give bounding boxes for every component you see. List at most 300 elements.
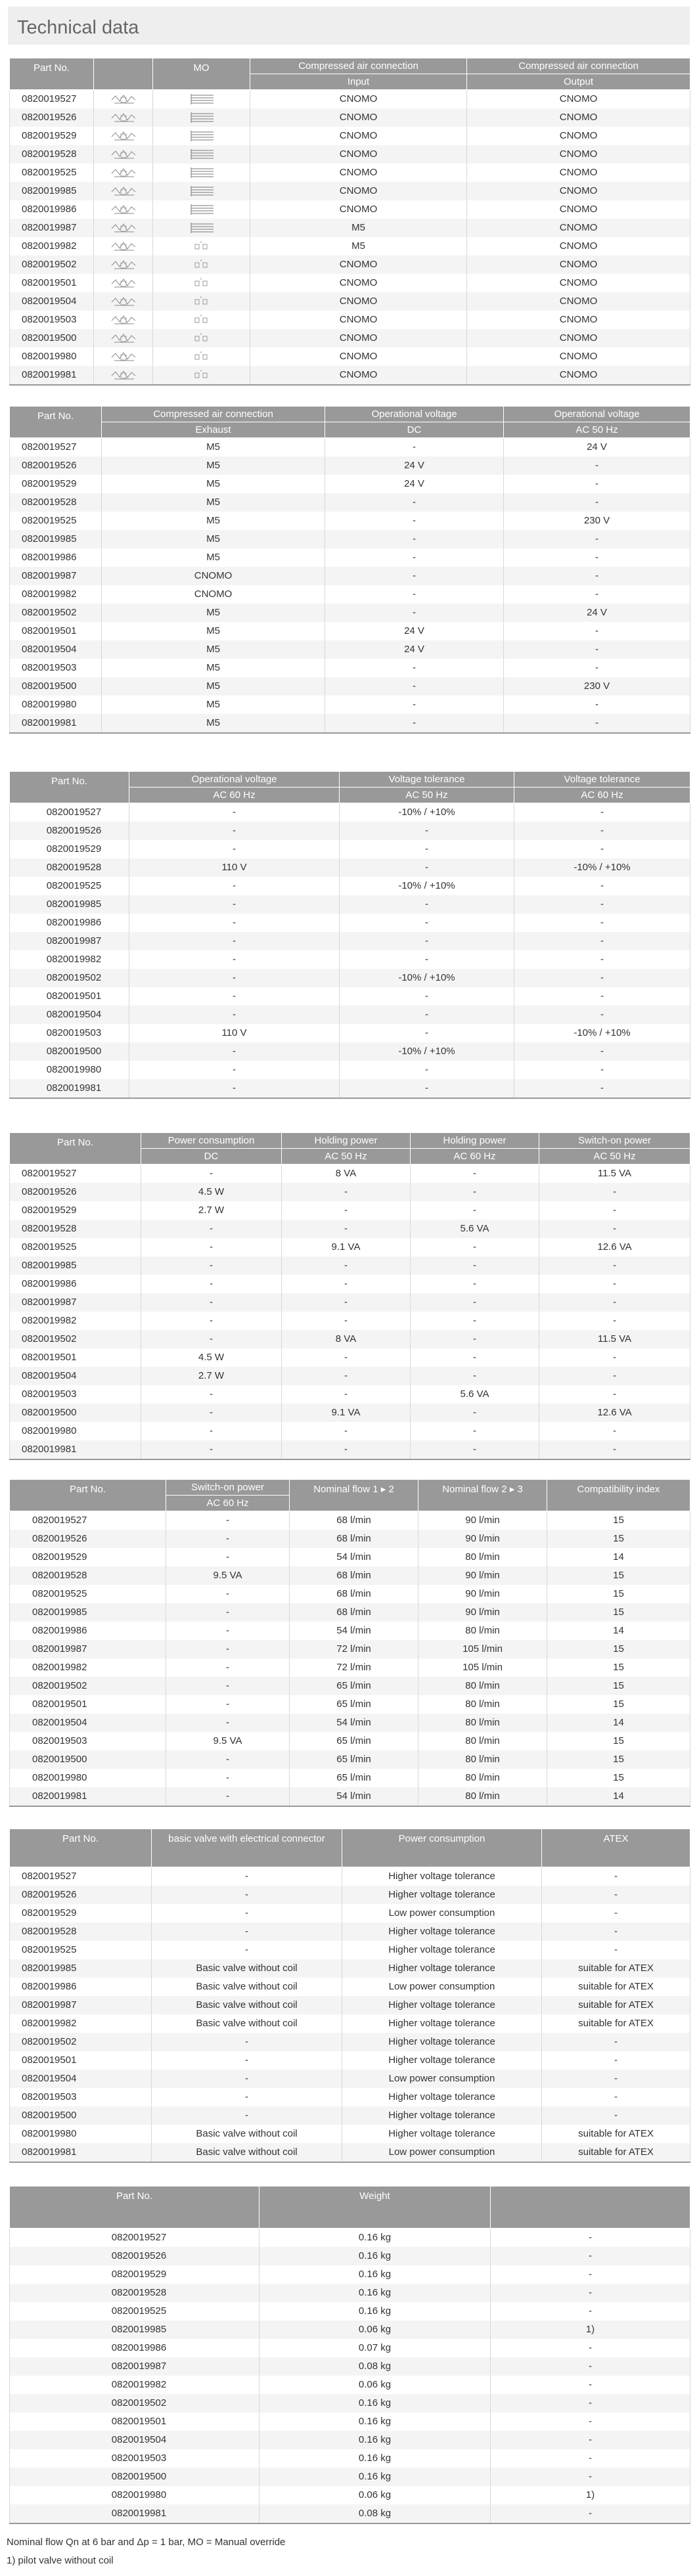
manual-override-lines-icon <box>187 110 216 125</box>
part-number-cell: 0820019985 <box>10 182 94 200</box>
weight-cell: 0.16 kg <box>259 2229 491 2248</box>
header-ac60b: AC 60 Hz <box>514 788 690 803</box>
ac60-cell: - <box>129 932 340 950</box>
ac-cell: - <box>504 548 690 567</box>
solenoid-valve-icon <box>109 147 138 162</box>
weight-cell: 0.16 kg <box>259 2284 491 2302</box>
table-row <box>10 877 690 895</box>
nf23-cell: 90 l/min <box>418 1585 547 1603</box>
ci-cell: 15 <box>547 1658 690 1677</box>
input-cell: M5 <box>250 237 467 255</box>
sw-cell: 9.5 VA <box>166 1732 290 1750</box>
tol60-cell: - <box>514 877 690 895</box>
part-number-cell: 0820019980 <box>10 1061 129 1079</box>
footnote-pilot: 1) pilot valve without coil <box>7 2555 114 2566</box>
header-input: Input <box>250 74 467 90</box>
sw50-cell: 12.6 VA <box>539 1238 690 1256</box>
sw50-cell: - <box>539 1312 690 1330</box>
sw50-cell: - <box>539 1440 690 1459</box>
table-row <box>10 2321 690 2339</box>
part-number-cell: 0820019982 <box>10 1658 166 1677</box>
ac60-cell: 110 V <box>129 858 340 877</box>
header-compat-index: Compatibility index <box>547 1480 690 1511</box>
table-row <box>10 1061 690 1079</box>
hp60-cell: - <box>411 1367 539 1385</box>
manual-override-button-icon <box>187 313 216 327</box>
part-number-cell: 0820019525 <box>10 512 102 530</box>
ac-cell: - <box>504 714 690 733</box>
note-cell: - <box>491 2265 690 2284</box>
table-row <box>10 182 690 200</box>
manual-override-symbol-cell <box>153 237 250 255</box>
part-number-cell: 0820019503 <box>10 2088 152 2106</box>
pilot-valve-icon <box>109 276 138 290</box>
pilot-valve-icon <box>109 239 138 254</box>
pc-cell: Higher voltage tolerance <box>342 1886 542 1904</box>
hp50-cell: - <box>282 1256 411 1275</box>
table-row <box>10 2339 690 2357</box>
dc-cell: - <box>141 1312 282 1330</box>
hp60-cell: - <box>411 1238 539 1256</box>
table-row <box>10 1201 690 1220</box>
header-dc: DC <box>141 1149 282 1165</box>
ac-cell: - <box>504 567 690 585</box>
sw50-cell: 12.6 VA <box>539 1404 690 1422</box>
output-cell: CNOMO <box>467 292 690 311</box>
hp60-cell: - <box>411 1348 539 1367</box>
table-row <box>10 622 690 640</box>
tol50-cell: - <box>340 1006 514 1024</box>
hp60-cell: - <box>411 1275 539 1293</box>
part-number-cell: 0820019981 <box>10 2504 259 2523</box>
input-cell: CNOMO <box>250 292 467 311</box>
sw-cell: - <box>166 1750 290 1769</box>
part-number-cell: 0820019503 <box>10 659 102 677</box>
table-row <box>10 1348 690 1367</box>
table-row <box>10 1165 690 1184</box>
valve-symbol-cell <box>94 219 153 237</box>
ci-cell: 15 <box>547 1585 690 1603</box>
exhaust-cell: M5 <box>102 548 325 567</box>
dc-cell: 24 V <box>325 475 504 493</box>
manual-override-button-icon <box>187 294 216 309</box>
part-number-cell: 0820019504 <box>10 1006 129 1024</box>
basic-cell: Basic valve without coil <box>152 2143 342 2162</box>
valve-symbol-cell <box>94 292 153 311</box>
input-cell: CNOMO <box>250 200 467 219</box>
table-row <box>10 274 690 292</box>
table-row <box>10 1904 690 1922</box>
exhaust-cell: CNOMO <box>102 585 325 604</box>
output-cell: CNOMO <box>467 329 690 347</box>
part-number-cell: 0820019500 <box>10 1404 141 1422</box>
table-row <box>10 311 690 329</box>
table-row <box>10 840 690 858</box>
valve-symbol-cell <box>94 200 153 219</box>
tol60-cell: - <box>514 840 690 858</box>
ac-cell: - <box>504 622 690 640</box>
input-cell: CNOMO <box>250 366 467 385</box>
tol60-cell: - <box>514 932 690 950</box>
manual-override-symbol-cell <box>153 164 250 182</box>
tol60-cell: - <box>514 969 690 987</box>
table-row <box>10 2449 690 2468</box>
header-ac50: AC 50 Hz <box>504 422 690 438</box>
solenoid-valve-icon <box>109 166 138 180</box>
dc-cell: - <box>325 677 504 696</box>
table-exhaust-voltage <box>9 406 690 734</box>
table-row <box>10 2284 690 2302</box>
part-number-cell: 0820019527 <box>10 90 94 109</box>
weight-cell: 0.16 kg <box>259 2412 491 2431</box>
manual-override-symbol-cell <box>153 108 250 127</box>
hp60-cell: - <box>411 1201 539 1220</box>
part-number-cell: 0820019501 <box>10 987 129 1006</box>
part-number-cell: 0820019526 <box>10 108 94 127</box>
pc-cell: Higher voltage tolerance <box>342 2051 542 2070</box>
table-row <box>10 1603 690 1622</box>
ac60-cell: 110 V <box>129 1024 340 1042</box>
tol50-cell: -10% / +10% <box>340 969 514 987</box>
table-row <box>10 2033 690 2051</box>
atex-cell: - <box>542 2106 690 2125</box>
input-cell: CNOMO <box>250 145 467 164</box>
hp50-cell: 9.1 VA <box>282 1238 411 1256</box>
header-part-no: Part No. <box>10 58 94 90</box>
dc-cell: - <box>325 530 504 548</box>
part-number-cell: 0820019500 <box>10 1750 166 1769</box>
dc-cell: - <box>325 659 504 677</box>
note-cell: - <box>491 2339 690 2357</box>
part-number-cell: 0820019529 <box>10 475 102 493</box>
part-number-cell: 0820019980 <box>10 696 102 714</box>
header-power-consumption: Power consumption <box>141 1133 282 1149</box>
sw-cell: - <box>166 1530 290 1548</box>
valve-symbol-cell <box>94 90 153 109</box>
note-cell: - <box>491 2247 690 2265</box>
nf23-cell: 80 l/min <box>418 1695 547 1714</box>
solenoid-valve-icon <box>109 129 138 143</box>
valve-symbol-cell <box>94 237 153 255</box>
tol50-cell: - <box>340 950 514 969</box>
table-voltage-tolerance <box>9 771 690 1099</box>
part-number-cell: 0820019986 <box>10 1275 141 1293</box>
table-row <box>10 2229 690 2248</box>
weight-cell: 0.16 kg <box>259 2468 491 2486</box>
sw-cell: - <box>166 1640 290 1658</box>
title-bar <box>8 7 690 45</box>
table-row <box>10 1440 690 1459</box>
sw-cell: - <box>166 1677 290 1695</box>
sw-cell: 9.5 VA <box>166 1566 290 1585</box>
note-cell: - <box>491 2229 690 2248</box>
valve-symbol-cell <box>94 366 153 385</box>
hp50-cell: - <box>282 1348 411 1367</box>
ci-cell: 15 <box>547 1511 690 1530</box>
header-ac60: AC 60 Hz <box>411 1149 539 1165</box>
basic-cell: - <box>152 1867 342 1886</box>
dc-cell: - <box>325 585 504 604</box>
manual-override-lines-icon <box>187 184 216 198</box>
part-number-cell: 0820019985 <box>10 1959 152 1978</box>
ac60-cell: - <box>129 840 340 858</box>
atex-cell: suitable for ATEX <box>542 2125 690 2143</box>
nf12-cell: 54 l/min <box>290 1548 418 1566</box>
manual-override-symbol-cell <box>153 255 250 274</box>
part-number-cell: 0820019525 <box>10 164 94 182</box>
exhaust-cell: M5 <box>102 512 325 530</box>
header-tol50-group: Voltage tolerance <box>340 772 514 788</box>
nf23-cell: 80 l/min <box>418 1714 547 1732</box>
tol50-cell: - <box>340 822 514 840</box>
part-number-cell: 0820019501 <box>10 2412 259 2431</box>
hp60-cell: - <box>411 1165 539 1184</box>
header-ac60: AC 60 Hz <box>166 1496 290 1511</box>
table-row <box>10 2504 690 2523</box>
manual-override-symbol-cell <box>153 145 250 164</box>
ac-cell: 24 V <box>504 604 690 622</box>
table-row <box>10 1183 690 1201</box>
table-row <box>10 677 690 696</box>
tol60-cell: - <box>514 1079 690 1098</box>
dc-cell: - <box>325 567 504 585</box>
pilot-valve-icon <box>109 331 138 345</box>
table-row <box>10 2088 690 2106</box>
nf23-cell: 80 l/min <box>418 1769 547 1787</box>
weight-cell: 0.16 kg <box>259 2449 491 2468</box>
part-number-cell: 0820019981 <box>10 1440 141 1459</box>
ci-cell: 15 <box>547 1732 690 1750</box>
part-number-cell: 0820019527 <box>10 1867 152 1886</box>
header-note <box>491 2187 690 2229</box>
table-row <box>10 1220 690 1238</box>
solenoid-valve-icon <box>109 202 138 217</box>
dc-cell: 2.7 W <box>141 1201 282 1220</box>
basic-cell: - <box>152 2051 342 2070</box>
part-number-cell: 0820019980 <box>10 347 94 366</box>
part-number-cell: 0820019981 <box>10 1079 129 1098</box>
dc-cell: - <box>141 1165 282 1184</box>
valve-symbol-cell <box>94 274 153 292</box>
header-holding-50: Holding power <box>282 1133 411 1149</box>
part-number-cell: 0820019987 <box>10 1640 166 1658</box>
output-cell: CNOMO <box>467 127 690 145</box>
manual-override-symbol-cell <box>153 329 250 347</box>
nf23-cell: 90 l/min <box>418 1530 547 1548</box>
table-row <box>10 1275 690 1293</box>
weight-cell: 0.06 kg <box>259 2376 491 2394</box>
table-row <box>10 164 690 182</box>
input-cell: M5 <box>250 219 467 237</box>
tol60-cell: - <box>514 950 690 969</box>
exhaust-cell: M5 <box>102 659 325 677</box>
table-row <box>10 1566 690 1585</box>
part-number-cell: 0820019981 <box>10 1787 166 1806</box>
tol50-cell: - <box>340 1061 514 1079</box>
part-number-cell: 0820019529 <box>10 1201 141 1220</box>
hp60-cell: - <box>411 1293 539 1312</box>
note-cell: - <box>491 2357 690 2376</box>
hp60-cell: - <box>411 1404 539 1422</box>
atex-cell: - <box>542 1867 690 1886</box>
output-cell: CNOMO <box>467 145 690 164</box>
pilot-valve-icon <box>109 294 138 309</box>
output-cell: CNOMO <box>467 237 690 255</box>
dc-cell: 24 V <box>325 456 504 475</box>
part-number-cell: 0820019503 <box>10 2449 259 2468</box>
table-row <box>10 1769 690 1787</box>
dc-cell: - <box>141 1293 282 1312</box>
exhaust-cell: M5 <box>102 456 325 475</box>
table-row <box>10 548 690 567</box>
manual-override-symbol-cell <box>153 90 250 109</box>
part-number-cell: 0820019504 <box>10 640 102 659</box>
part-number-cell: 0820019982 <box>10 1312 141 1330</box>
tol60-cell: - <box>514 914 690 932</box>
tol60-cell: -10% / +10% <box>514 1024 690 1042</box>
sw-cell: - <box>166 1787 290 1806</box>
sw50-cell: - <box>539 1385 690 1404</box>
table-row <box>10 585 690 604</box>
pc-cell: Higher voltage tolerance <box>342 1941 542 1959</box>
footnote-flow: Nominal flow Qn at 6 bar and Δp = 1 bar, MO = Manual override <box>7 2537 286 2548</box>
ac-cell: - <box>504 659 690 677</box>
table-row <box>10 255 690 274</box>
header-opv-dc-group: Operational voltage <box>325 407 504 422</box>
part-number-cell: 0820019502 <box>10 1677 166 1695</box>
tol60-cell: - <box>514 1061 690 1079</box>
table-row <box>10 1959 690 1978</box>
hp60-cell: 5.6 VA <box>411 1385 539 1404</box>
table-row <box>10 640 690 659</box>
atex-cell: - <box>542 1922 690 1941</box>
manual-override-symbol-cell <box>153 200 250 219</box>
dc-cell: 2.7 W <box>141 1367 282 1385</box>
pc-cell: Higher voltage tolerance <box>342 2033 542 2051</box>
hp50-cell: - <box>282 1201 411 1220</box>
table-basic-valve-atex <box>9 1829 690 2163</box>
weight-cell: 0.16 kg <box>259 2302 491 2321</box>
basic-cell: - <box>152 2033 342 2051</box>
header-holding-60: Holding power <box>411 1133 539 1149</box>
sw50-cell: - <box>539 1293 690 1312</box>
part-number-cell: 0820019502 <box>10 255 94 274</box>
table-row <box>10 1238 690 1256</box>
ac-cell: - <box>504 456 690 475</box>
table-row <box>10 1024 690 1042</box>
ac-cell: - <box>504 493 690 512</box>
weight-cell: 0.16 kg <box>259 2265 491 2284</box>
ci-cell: 15 <box>547 1566 690 1585</box>
tol50-cell: -10% / +10% <box>340 1042 514 1061</box>
hp60-cell: - <box>411 1330 539 1348</box>
pc-cell: Higher voltage tolerance <box>342 1867 542 1886</box>
output-cell: CNOMO <box>467 366 690 385</box>
table-row <box>10 714 690 733</box>
nf12-cell: 65 l/min <box>290 1732 418 1750</box>
dc-cell: - <box>141 1238 282 1256</box>
nf12-cell: 68 l/min <box>290 1566 418 1585</box>
part-number-cell: 0820019528 <box>10 1220 141 1238</box>
sw50-cell: - <box>539 1201 690 1220</box>
basic-cell: - <box>152 1886 342 1904</box>
tol50-cell: - <box>340 858 514 877</box>
atex-cell: suitable for ATEX <box>542 2014 690 2033</box>
hp60-cell: - <box>411 1422 539 1440</box>
valve-symbol-cell <box>94 145 153 164</box>
table-row <box>10 659 690 677</box>
table-row <box>10 2143 690 2162</box>
part-number-cell: 0820019529 <box>10 1548 166 1566</box>
sw-cell: - <box>166 1511 290 1530</box>
table-row <box>10 1404 690 1422</box>
table-row <box>10 1622 690 1640</box>
table-row <box>10 1367 690 1385</box>
hp50-cell: - <box>282 1293 411 1312</box>
table-row <box>10 2468 690 2486</box>
part-number-cell: 0820019525 <box>10 1941 152 1959</box>
tol60-cell: - <box>514 822 690 840</box>
ci-cell: 15 <box>547 1695 690 1714</box>
exhaust-cell: M5 <box>102 530 325 548</box>
table-row <box>10 1978 690 1996</box>
part-number-cell: 0820019529 <box>10 2265 259 2284</box>
ci-cell: 14 <box>547 1622 690 1640</box>
pc-cell: Low power consumption <box>342 2143 542 2162</box>
part-number-cell: 0820019526 <box>10 822 129 840</box>
part-number-cell: 0820019987 <box>10 1293 141 1312</box>
table-row <box>10 1312 690 1330</box>
hp60-cell: 5.6 VA <box>411 1220 539 1238</box>
hp60-cell: - <box>411 1183 539 1201</box>
nf12-cell: 54 l/min <box>290 1714 418 1732</box>
part-number-cell: 0820019981 <box>10 2143 152 2162</box>
solenoid-valve-icon <box>109 221 138 235</box>
table-row <box>10 1658 690 1677</box>
pc-cell: Higher voltage tolerance <box>342 1922 542 1941</box>
basic-cell: - <box>152 1922 342 1941</box>
nf12-cell: 65 l/min <box>290 1769 418 1787</box>
part-number-cell: 0820019529 <box>10 127 94 145</box>
header-flow-23: Nominal flow 2 ▸ 3 <box>418 1480 547 1511</box>
part-number-cell: 0820019987 <box>10 932 129 950</box>
output-cell: CNOMO <box>467 347 690 366</box>
part-number-cell: 0820019504 <box>10 292 94 311</box>
manual-override-symbol-cell <box>153 292 250 311</box>
exhaust-cell: M5 <box>102 604 325 622</box>
part-number-cell: 0820019504 <box>10 1367 141 1385</box>
part-number-cell: 0820019504 <box>10 1714 166 1732</box>
basic-cell: - <box>152 2070 342 2088</box>
sw-cell: - <box>166 1658 290 1677</box>
ac-cell: 230 V <box>504 677 690 696</box>
sw-cell: - <box>166 1622 290 1640</box>
table-row <box>10 512 690 530</box>
atex-cell: suitable for ATEX <box>542 1996 690 2014</box>
tol60-cell: - <box>514 803 690 822</box>
part-number-cell: 0820019501 <box>10 2051 152 2070</box>
table-row <box>10 1293 690 1312</box>
table-row <box>10 2394 690 2412</box>
header-switch-on: Switch-on power <box>166 1480 290 1496</box>
table-row <box>10 1006 690 1024</box>
nf12-cell: 68 l/min <box>290 1603 418 1622</box>
manual-override-button-icon <box>187 331 216 345</box>
part-number-cell: 0820019986 <box>10 2339 259 2357</box>
table-row <box>10 696 690 714</box>
basic-cell: - <box>152 1904 342 1922</box>
dc-cell: 4.5 W <box>141 1183 282 1201</box>
